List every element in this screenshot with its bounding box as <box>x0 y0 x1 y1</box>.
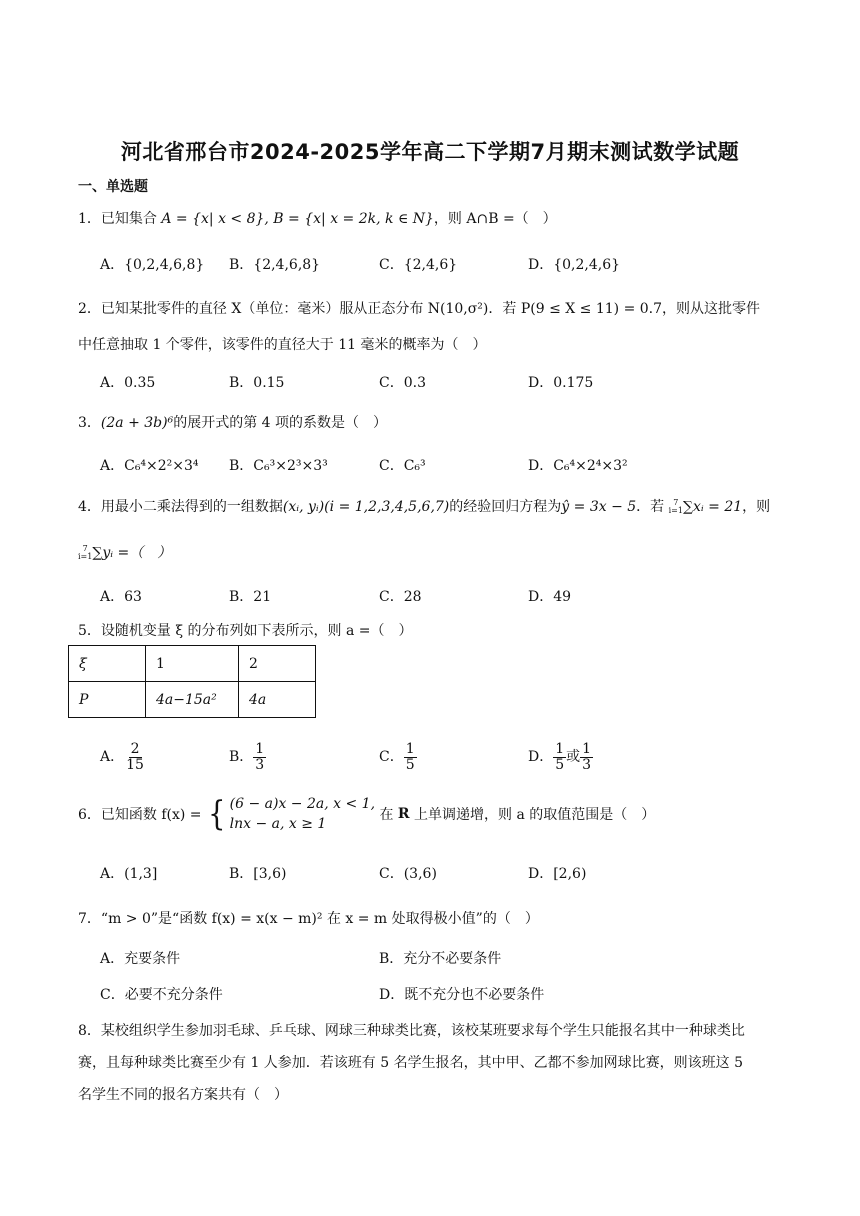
question-8-line-3: 名学生不同的报名方案共有（ ） <box>78 1087 288 1103</box>
question-2-line-1: 2．已知某批零件的直径 X（单位：毫米）服从正态分布 N(10,σ²)．若 P(9 ≤ X ≤ 11) = 0.7，则从这批零件 <box>78 301 761 317</box>
question-3-option-b: B．C₆³×2³×3³ <box>229 458 328 474</box>
piecewise-function <box>206 794 375 834</box>
sum-upper-limit: 7 <box>673 498 679 507</box>
question-2-option-a: A．0.35 <box>100 375 156 391</box>
question-7-option-a: A．充要条件 <box>100 951 181 967</box>
question-6-mid: 在 <box>375 807 398 823</box>
piecewise-cases <box>230 794 375 834</box>
question-4-option-a: A．63 <box>100 589 142 605</box>
table-cell: 4a−15a² <box>146 682 239 718</box>
question-1-option-c: C．{2,4,6} <box>379 257 458 273</box>
question-2-option-d: D．0.175 <box>528 375 594 391</box>
question-4-data-pairs: (xᵢ, yᵢ)(i = 1,2,3,4,5,6,7) <box>282 499 450 515</box>
question-7-stem: 7．“m > 0”是“函数 f(x) = x(x − m)² 在 x = m 处取得极小值”的（ ） <box>78 911 539 927</box>
question-4-mid: 的经验回归方程为 <box>449 499 562 515</box>
question-4-option-c: C．28 <box>379 589 422 605</box>
option-label: D． <box>528 749 554 766</box>
question-7-option-d: D．既不充分也不必要条件 <box>379 987 545 1003</box>
numerator: 1 <box>582 741 592 757</box>
option-label: A． <box>100 749 125 766</box>
question-4-sum-y-limits <box>78 545 92 561</box>
numerator: 1 <box>255 741 265 757</box>
question-4-option-d: D．49 <box>528 589 572 605</box>
question-8-line-1: 8．某校组织学生参加羽毛球、乒乓球、网球三种球类比赛，该校某班要求每个学生只能报名其中一种球类比 <box>78 1023 745 1039</box>
sum-lower-limit: i=1 <box>668 506 683 515</box>
question-4-option-b: B．21 <box>229 589 272 605</box>
exam-title: 河北省邢台市2024-2025学年高二下学期7月期末测试数学试题 <box>120 140 740 164</box>
question-4-mid2: ．若 <box>636 499 665 515</box>
table-cell: ξ <box>69 646 146 682</box>
question-6-prefix: 6．已知函数 f(x) = <box>78 807 202 823</box>
or-text: 或 <box>566 749 581 766</box>
question-4-prefix: 4．用最小二乘法得到的一组数据 <box>78 499 283 515</box>
question-6-stem <box>78 794 655 834</box>
fraction <box>253 742 266 772</box>
question-5-option-c <box>379 742 417 772</box>
question-4-line-1 <box>78 496 770 516</box>
brace-icon: { <box>208 794 226 834</box>
question-1-prefix: 1．已知集合 <box>78 211 162 227</box>
denominator: 15 <box>126 756 144 773</box>
question-8-line-2: 赛，且每种球类比赛至少有 1 人参加．若该班有 5 名学生报名，其中甲、乙都不参加网球比赛，则该班这 5 <box>78 1055 743 1071</box>
fraction <box>553 742 566 772</box>
sum-lower-limit: i=1 <box>78 552 93 561</box>
question-4-suffix: ，则 <box>742 499 771 515</box>
distribution-table <box>68 645 316 718</box>
table-cell: 4a <box>239 682 316 718</box>
fraction <box>404 742 417 772</box>
denominator: 5 <box>555 756 565 773</box>
option-label: C． <box>379 749 404 766</box>
question-1-option-a: A．{0,2,4,6,8} <box>100 257 205 273</box>
question-2-line-2: 中任意抽取 1 个零件，该零件的直径大于 11 毫米的概率为（ ） <box>78 337 487 353</box>
question-6-option-b: B．[3,6) <box>229 866 287 882</box>
numerator: 2 <box>130 741 140 757</box>
numerator: 1 <box>405 741 415 757</box>
question-3-option-c: C．C₆³ <box>379 458 426 474</box>
fraction <box>580 742 593 772</box>
real-numbers-symbol: R <box>397 806 410 822</box>
table-cell: 1 <box>146 646 239 682</box>
question-5-option-a <box>100 742 146 772</box>
question-1-math: A = {x| x < 8}, B = {x| x = 2k, k ∈ N} <box>161 211 434 227</box>
question-1-stem <box>78 208 557 228</box>
question-1-option-b: B．{2,4,6,8} <box>229 257 321 273</box>
question-6-suffix: 上单调递增，则 a 的取值范围是（ ） <box>409 807 656 823</box>
question-4-line-2 <box>78 542 171 562</box>
question-1-option-d: D．{0,2,4,6} <box>528 257 621 273</box>
question-3-option-a: A．C₆⁴×2²×3⁴ <box>100 458 199 474</box>
question-5-stem: 5．设随机变量 ξ 的分布列如下表所示，则 a =（ ） <box>78 623 413 639</box>
question-1-suffix: ，则 A∩B =（ ） <box>433 211 557 227</box>
table-cell: P <box>69 682 146 718</box>
denominator: 5 <box>405 756 415 773</box>
denominator: 3 <box>255 756 265 773</box>
piecewise-case-1: (6 − a)x − 2a, x < 1, <box>229 796 376 812</box>
table-cell: 2 <box>239 646 316 682</box>
question-3-suffix: 的展开式的第 4 项的系数是（ ） <box>173 415 388 431</box>
question-5-option-d <box>528 742 593 772</box>
option-label: B． <box>229 749 254 766</box>
question-4-sum-y: ∑yᵢ =（ ） <box>92 545 172 561</box>
table-row <box>69 682 316 718</box>
section-heading: 一、单选题 <box>78 179 148 195</box>
question-2-option-c: C．0.3 <box>379 375 426 391</box>
sum-upper-limit: 7 <box>82 544 88 553</box>
question-4-sum-x: ∑xᵢ = 21 <box>682 499 743 515</box>
question-6-option-c: C．(3,6) <box>379 866 437 882</box>
question-6-option-a: A．(1,3] <box>100 866 158 882</box>
numerator: 1 <box>555 741 565 757</box>
table-row <box>69 646 316 682</box>
question-7-option-b: B．充分不必要条件 <box>379 951 502 967</box>
question-2-option-b: B．0.15 <box>229 375 285 391</box>
fraction <box>124 742 146 772</box>
question-5-option-b <box>229 742 266 772</box>
question-6-option-d: D．[2,6) <box>528 866 587 882</box>
question-3-prefix: 3． <box>78 415 101 431</box>
question-3-stem <box>78 412 387 432</box>
question-4-sum-x-limits <box>669 499 683 515</box>
question-3-option-d: D．C₆⁴×2⁴×3² <box>528 458 628 474</box>
question-3-math: (2a + 3b)⁶ <box>100 415 174 431</box>
denominator: 3 <box>582 756 592 773</box>
piecewise-case-2: lnx − a, x ≥ 1 <box>229 816 327 832</box>
question-4-regression: ŷ = 3x − 5 <box>561 499 637 515</box>
question-7-option-c: C．必要不充分条件 <box>100 987 223 1003</box>
